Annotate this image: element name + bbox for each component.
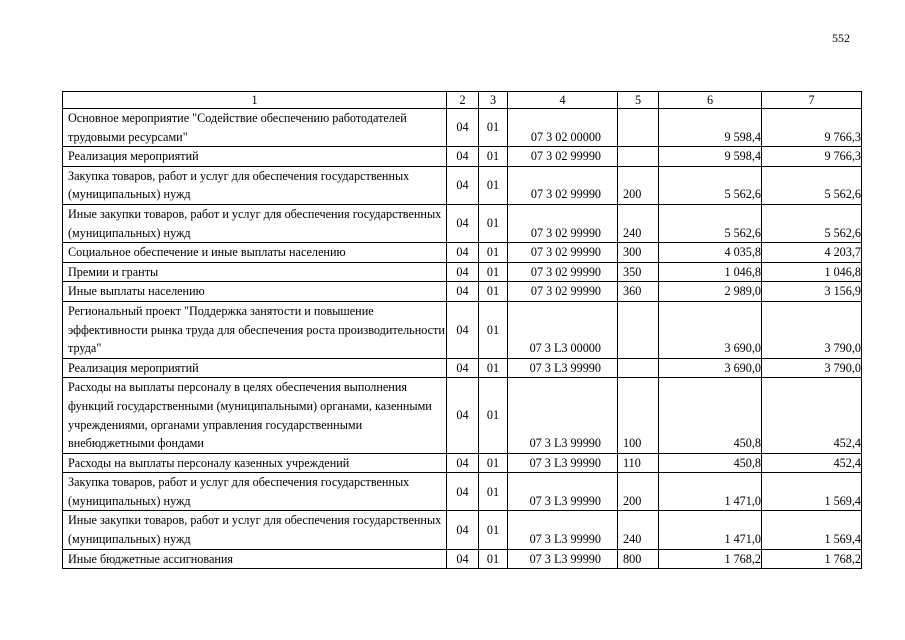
table-row (63, 282, 862, 302)
row-target-code-cell: 07 3 L3 99990 (508, 473, 618, 511)
row-target-code-cell: 07 3 L3 00000 (508, 301, 618, 358)
row-section-cell: 04 (447, 301, 479, 358)
table-row (63, 511, 862, 549)
row-amount-1-cell: 9 598,4 (659, 147, 762, 167)
row-expense-type-cell: 300 (618, 243, 659, 263)
header-col-6: 6 (659, 92, 762, 109)
row-name-cell: Расходы на выплаты персоналу казенных учреждений (63, 453, 447, 473)
row-amount-1-cell: 1 046,8 (659, 262, 762, 282)
row-amount-1-cell: 9 598,4 (659, 109, 762, 147)
row-expense-type-cell: 240 (618, 204, 659, 242)
row-target-code-cell: 07 3 02 99990 (508, 282, 618, 302)
row-amount-2-cell: 9 766,3 (762, 109, 862, 147)
page-number: 552 (832, 31, 850, 45)
row-expense-type-cell: 200 (618, 473, 659, 511)
row-amount-2-cell: 1 046,8 (762, 262, 862, 282)
row-name-cell: Закупка товаров, работ и услуг для обеспечения государственных (муниципальных) нужд (63, 166, 447, 204)
row-section-cell: 04 (447, 166, 479, 204)
row-expense-type-cell: 110 (618, 453, 659, 473)
row-subsection-cell: 01 (479, 358, 508, 378)
row-expense-type-cell: 350 (618, 262, 659, 282)
row-section-cell: 04 (447, 549, 479, 569)
row-amount-2-cell: 3 156,9 (762, 282, 862, 302)
row-amount-2-cell: 452,4 (762, 453, 862, 473)
row-subsection-cell: 01 (479, 453, 508, 473)
row-subsection-cell: 01 (479, 204, 508, 242)
row-amount-2-cell: 5 562,6 (762, 204, 862, 242)
row-name-cell: Социальное обеспечение и иные выплаты населению (63, 243, 447, 263)
row-amount-1-cell: 3 690,0 (659, 358, 762, 378)
row-amount-1-cell: 450,8 (659, 378, 762, 453)
row-amount-1-cell: 450,8 (659, 453, 762, 473)
row-section-cell: 04 (447, 243, 479, 263)
header-row (63, 92, 862, 109)
row-name-cell: Региональный проект "Поддержка занятости и повышение эффективности рынка труда для обеспечения роста производительности труда" (63, 301, 447, 358)
row-target-code-cell: 07 3 02 99990 (508, 147, 618, 167)
row-section-cell: 04 (447, 262, 479, 282)
row-name-cell: Премии и гранты (63, 262, 447, 282)
row-section-cell: 04 (447, 204, 479, 242)
row-target-code-cell: 07 3 02 99990 (508, 204, 618, 242)
table-row (63, 204, 862, 242)
row-amount-2-cell: 1 569,4 (762, 473, 862, 511)
row-section-cell: 04 (447, 511, 479, 549)
header-col-5: 5 (618, 92, 659, 109)
row-section-cell: 04 (447, 282, 479, 302)
table-row (63, 473, 862, 511)
row-target-code-cell: 07 3 02 99990 (508, 262, 618, 282)
row-amount-1-cell: 1 471,0 (659, 511, 762, 549)
row-name-cell: Иные выплаты населению (63, 282, 447, 302)
row-subsection-cell: 01 (479, 282, 508, 302)
row-name-cell: Иные закупки товаров, работ и услуг для обеспечения государственных (муниципальных) нужд (63, 204, 447, 242)
row-name-cell: Иные бюджетные ассигнования (63, 549, 447, 569)
row-section-cell: 04 (447, 453, 479, 473)
row-subsection-cell: 01 (479, 473, 508, 511)
row-section-cell: 04 (447, 109, 479, 147)
row-name-cell: Реализация мероприятий (63, 147, 447, 167)
row-amount-1-cell: 1 471,0 (659, 473, 762, 511)
table-row (63, 301, 862, 358)
row-subsection-cell: 01 (479, 109, 508, 147)
row-section-cell: 04 (447, 358, 479, 378)
row-expense-type-cell: 800 (618, 549, 659, 569)
table-row (63, 453, 862, 473)
row-subsection-cell: 01 (479, 262, 508, 282)
row-expense-type-cell: 200 (618, 166, 659, 204)
row-subsection-cell: 01 (479, 301, 508, 358)
row-target-code-cell: 07 3 02 99990 (508, 243, 618, 263)
row-expense-type-cell (618, 109, 659, 147)
row-amount-2-cell: 452,4 (762, 378, 862, 453)
row-name-cell: Закупка товаров, работ и услуг для обеспечения государственных (муниципальных) нужд (63, 473, 447, 511)
row-amount-2-cell: 1 768,2 (762, 549, 862, 569)
row-amount-1-cell: 5 562,6 (659, 204, 762, 242)
row-section-cell: 04 (447, 473, 479, 511)
row-amount-1-cell: 1 768,2 (659, 549, 762, 569)
row-expense-type-cell (618, 147, 659, 167)
header-col-7: 7 (762, 92, 862, 109)
row-subsection-cell: 01 (479, 549, 508, 569)
row-amount-2-cell: 1 569,4 (762, 511, 862, 549)
row-subsection-cell: 01 (479, 378, 508, 453)
row-expense-type-cell: 360 (618, 282, 659, 302)
table-row (63, 243, 862, 263)
row-section-cell: 04 (447, 378, 479, 453)
row-amount-1-cell: 5 562,6 (659, 166, 762, 204)
row-name-cell: Реализация мероприятий (63, 358, 447, 378)
table-row (63, 358, 862, 378)
row-target-code-cell: 07 3 L3 99990 (508, 549, 618, 569)
row-expense-type-cell (618, 358, 659, 378)
row-amount-1-cell: 2 989,0 (659, 282, 762, 302)
table-row (63, 378, 862, 453)
header-col-1: 1 (63, 92, 447, 109)
row-amount-1-cell: 3 690,0 (659, 301, 762, 358)
row-name-cell: Расходы на выплаты персоналу в целях обеспечения выполнения функций государственными (муниципальными) органами, казенными учреждениями, органами управления государственными внебюджетными фондами (63, 378, 447, 453)
header-col-2: 2 (447, 92, 479, 109)
row-subsection-cell: 01 (479, 511, 508, 549)
table-row (63, 166, 862, 204)
table-row (63, 549, 862, 569)
row-subsection-cell: 01 (479, 166, 508, 204)
row-target-code-cell: 07 3 L3 99990 (508, 511, 618, 549)
row-target-code-cell: 07 3 02 99990 (508, 166, 618, 204)
table-row (63, 262, 862, 282)
row-amount-2-cell: 3 790,0 (762, 358, 862, 378)
row-target-code-cell: 07 3 L3 99990 (508, 378, 618, 453)
row-subsection-cell: 01 (479, 147, 508, 167)
header-col-4: 4 (508, 92, 618, 109)
row-amount-2-cell: 9 766,3 (762, 147, 862, 167)
row-amount-2-cell: 4 203,7 (762, 243, 862, 263)
row-expense-type-cell (618, 301, 659, 358)
header-col-3: 3 (479, 92, 508, 109)
row-amount-2-cell: 3 790,0 (762, 301, 862, 358)
budget-table (62, 91, 862, 569)
row-target-code-cell: 07 3 L3 99990 (508, 453, 618, 473)
row-target-code-cell: 07 3 02 00000 (508, 109, 618, 147)
row-name-cell: Основное мероприятие "Содействие обеспечению работодателей трудовыми ресурсами" (63, 109, 447, 147)
row-target-code-cell: 07 3 L3 99990 (508, 358, 618, 378)
row-amount-1-cell: 4 035,8 (659, 243, 762, 263)
table-body (63, 109, 862, 569)
row-expense-type-cell: 100 (618, 378, 659, 453)
row-amount-2-cell: 5 562,6 (762, 166, 862, 204)
table-row (63, 109, 862, 147)
row-section-cell: 04 (447, 147, 479, 167)
row-subsection-cell: 01 (479, 243, 508, 263)
table-row (63, 147, 862, 167)
row-expense-type-cell: 240 (618, 511, 659, 549)
row-name-cell: Иные закупки товаров, работ и услуг для обеспечения государственных (муниципальных) нужд (63, 511, 447, 549)
